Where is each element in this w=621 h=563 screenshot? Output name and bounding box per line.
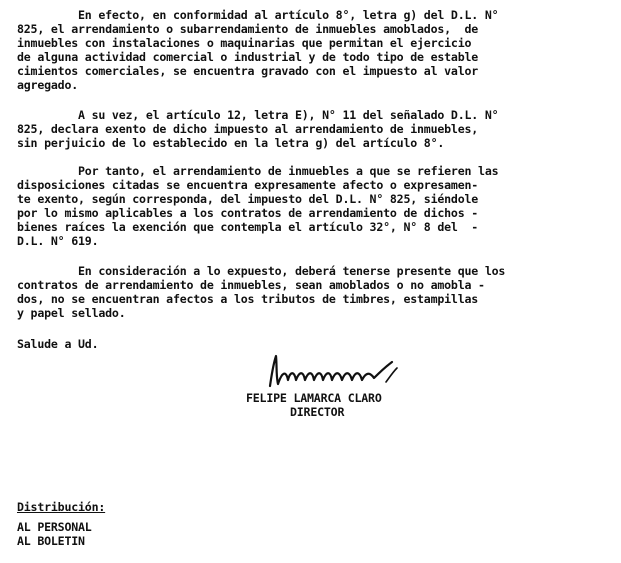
- distribution-heading: Distribución:: [17, 500, 106, 514]
- paragraph-3-line-4: por lo mismo aplicables a los contratos de arrendamiento de dichos -: [17, 206, 479, 220]
- signatory-name: FELIPE LAMARCA CLARO: [246, 391, 382, 405]
- paragraph-1-line-1: En efecto, en conformidad al artículo 8°, letra g) del D.L. N°: [17, 8, 499, 22]
- paragraph-2-line-3: sin perjuicio de lo establecido en la letra g) del artículo 8°.: [17, 136, 445, 150]
- paragraph-3-line-2: disposiciones citadas se encuentra expresamente afecto o expresamen-: [17, 178, 479, 192]
- closing-salutation: Salude a Ud.: [17, 337, 99, 351]
- paragraph-1-line-4: de alguna actividad comercial o industrial y de todo tipo de estable: [17, 50, 479, 64]
- paragraph-1-line-5: cimientos comerciales, se encuentra gravado con el impuesto al valor: [17, 64, 479, 78]
- distribution-item-personal: AL PERSONAL: [17, 520, 92, 534]
- paragraph-4-line-4: y papel sellado.: [17, 306, 126, 320]
- paragraph-1-line-2: 825, el arrendamiento o subarrendamiento de inmuebles amoblados, de: [17, 22, 479, 36]
- signatory-title: DIRECTOR: [290, 405, 345, 419]
- paragraph-1-line-3: inmuebles con instalaciones o maquinarias que permitan el ejercicio: [17, 36, 472, 50]
- handwritten-signature: [262, 350, 402, 392]
- paragraph-3-line-5: bienes raíces la exención que contempla el artículo 32°, N° 8 del -: [17, 220, 479, 234]
- paragraph-4-line-1: En consideración a lo expuesto, deberá tenerse presente que los: [17, 264, 506, 278]
- paragraph-2-line-2: 825, declara exento de dicho impuesto al arrendamiento de inmuebles,: [17, 122, 479, 136]
- paragraph-3-line-3: te exento, según corresponda, del impuesto del D.L. N° 825, siéndole: [17, 192, 479, 206]
- paragraph-4-line-2: contratos de arrendamiento de inmuebles, sean amoblados o no amobla -: [17, 278, 485, 292]
- paragraph-2-line-1: A su vez, el artículo 12, letra E), N° 11 del señalado D.L. N°: [17, 108, 499, 122]
- signature-scribble: [262, 350, 402, 392]
- distribution-item-boletin: AL BOLETIN: [17, 534, 85, 548]
- paragraph-1-line-6: agregado.: [17, 78, 79, 92]
- paragraph-4-line-3: dos, no se encuentran afectos a los tributos de timbres, estampillas: [17, 292, 479, 306]
- paragraph-3-line-1: Por tanto, el arrendamiento de inmuebles a que se refieren las: [17, 164, 499, 178]
- paragraph-3-line-6: D.L. N° 619.: [17, 234, 99, 248]
